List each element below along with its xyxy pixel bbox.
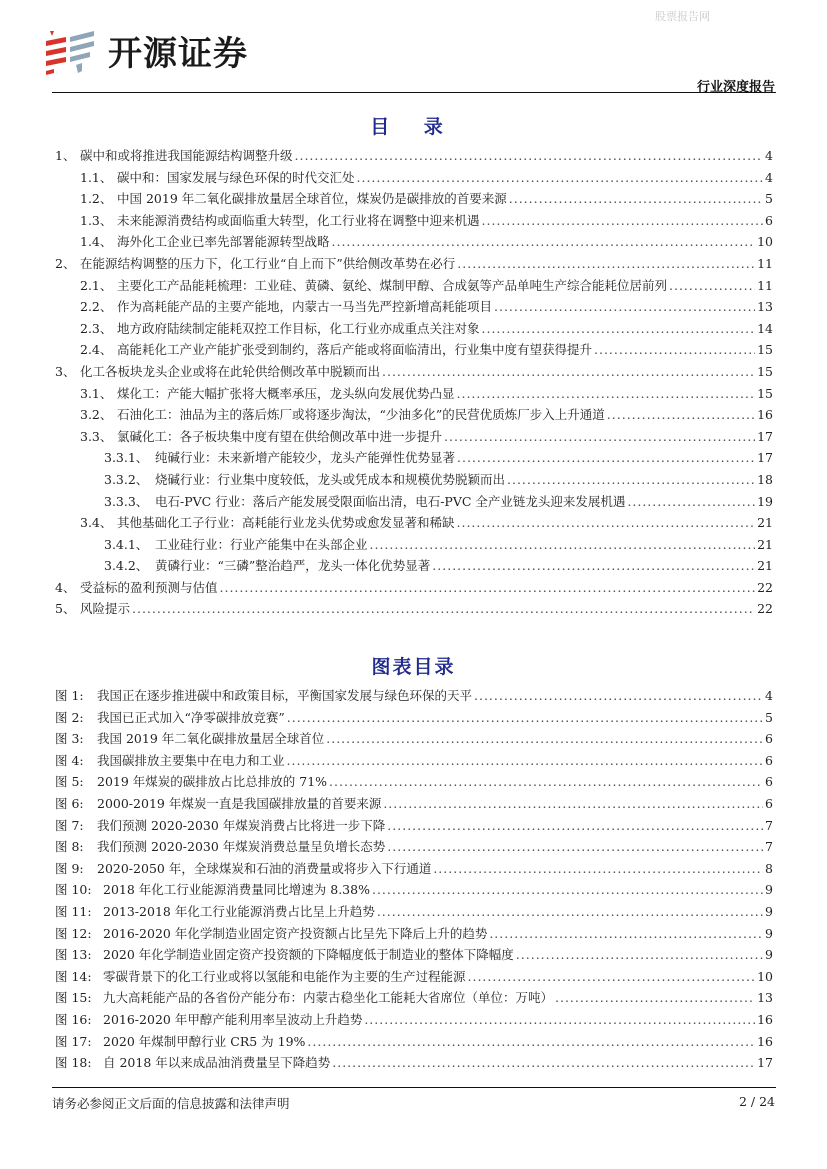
dot-leader [287,753,764,768]
entry-title: 零碳背景下的化工行业或将以氢能和电能作为主要的生产过程能源 [103,968,466,984]
toc-entry[interactable] [55,211,773,233]
entry-number: 3.4.1、 [104,536,149,552]
footer-disclaimer: 请务必参阅正文后面的信息披露和法律声明 [52,1096,290,1111]
toc-entry[interactable] [55,297,773,319]
figure-entry[interactable] [55,729,773,751]
entry-number: 3.4、 [80,515,113,531]
entry-title: 2013-2018 年化工行业能源消费占比呈上升趋势 [103,903,375,919]
entry-page: 22 [757,579,773,595]
toc-entry[interactable] [55,319,773,341]
entry-title: 碳中和或将推进我国能源结构调整升级 [80,148,293,163]
entry-title: 在能源结构调整的压力下，化工行业“自上而下”供给侧改革势在必行 [80,255,456,271]
entry-title: 地方政府陆续制定能耗双控工作目标，化工行业亦成重点关注对象 [117,320,480,336]
entry-title: 石油化工：油品为主的落后炼厂或将逐步淘汰，“少油多化”的民营优质炼厂步入上升通道 [117,407,605,423]
dot-leader [594,342,755,357]
entry-title: 中国 2019 年二氧化碳排放量居全球首位，煤炭仍是碳排放的首要来源 [117,191,507,207]
entry-title: 风险提示 [80,601,131,617]
entry-title: 2020-2050 年，全球煤炭和石油的消费量或将步入下行通道 [97,860,432,876]
toc-entry[interactable] [55,448,773,470]
entry-page: 16 [757,407,773,423]
header-divider [52,92,776,93]
entry-number: 3、 [55,363,76,379]
entry-title: 2000-2019 年煤炭一直是我国碳排放量的首要来源 [97,795,382,811]
toc-entry[interactable] [55,599,773,621]
dot-leader [372,882,763,897]
entry-page: 9 [765,947,773,963]
dot-leader [433,861,763,876]
entry-page: 16 [757,1033,773,1049]
entry-number: 1.3、 [80,212,113,228]
entry-page: 11 [757,277,773,293]
entry-number: 1.2、 [80,191,113,207]
entry-page: 15 [757,342,773,358]
footer-divider [52,1087,776,1088]
entry-title: 其他基础化工子行业：高耗能行业龙头优势或愈发显著和稀缺 [117,515,455,531]
toc-entry[interactable] [55,427,773,449]
toc-entry[interactable] [55,146,773,168]
page-number: 2 / 24 [738,1094,775,1109]
dot-leader [132,601,755,616]
entry-number: 3.3、 [80,428,113,444]
entry-number: 3.1、 [80,385,113,401]
entry-number: 3.3.2、 [104,471,149,487]
toc-entry[interactable] [55,384,773,406]
dot-leader [474,688,763,703]
entry-page: 19 [757,493,773,509]
entry-title: 2020 年化学制造业固定资产投资额的下降幅度低于制造业的整体下降幅度 [103,947,514,963]
toc-list [55,146,773,621]
entry-number: 图 15: [55,990,92,1006]
entry-number: 图 3: [55,731,84,747]
entry-page: 21 [757,558,773,574]
entry-title: 2019 年煤炭的碳排放占比总排放的 71% [97,774,328,790]
entry-page: 4 [765,169,773,185]
entry-number: 3.3.3、 [104,493,149,509]
dot-leader [444,429,755,444]
entry-number: 3.3.1、 [104,450,149,466]
entry-number: 图 8: [55,839,84,855]
entry-page: 9 [765,903,773,919]
toc-entry[interactable] [55,492,773,514]
dot-leader [387,818,763,833]
entry-number: 图 9: [55,860,84,876]
entry-title: 未来能源消费结构或面临重大转型，化工行业将在调整中迎来机遇 [117,212,480,228]
dot-leader [332,234,756,249]
entry-title: 电石-PVC 行业：落后产能发展受限面临出清，电石-PVC 全产业链龙头迎来发展机遇 [155,493,626,509]
figure-entry[interactable] [55,902,773,924]
entry-title: 我国碳排放主要集中在电力和工业 [97,752,285,768]
dot-leader [457,515,756,530]
toc-entry[interactable] [55,556,773,578]
toc-entry[interactable] [55,405,773,427]
entry-number: 图 7: [55,817,84,833]
toc-entry[interactable] [55,189,773,211]
figure-entry[interactable] [55,1053,773,1075]
dot-leader [494,299,755,314]
report-type: 行业深度报告 [696,80,775,95]
dot-leader [383,796,763,811]
entry-title: 黄磷行业：“三磷”整治趋严，龙头一体化优势显著 [155,558,431,574]
entry-number: 2.2、 [80,299,113,315]
entry-title: 我们预测 2020-2030 年煤炭消费占比将进一步下降 [97,817,386,833]
figure-entry[interactable] [55,794,773,816]
entry-page: 5 [765,709,773,725]
entry-title: 工业硅行业：行业产能集中在头部企业 [155,536,368,552]
entry-page: 17 [757,428,773,444]
entry-number: 图 18: [55,1055,92,1071]
entry-title: 九大高耗能产品的各省份产能分布：内蒙古稳坐化工能耗大省席位（单位：万吨） [103,990,554,1006]
dot-leader [457,386,756,401]
figure-entry[interactable] [55,708,773,730]
dot-leader [509,191,763,206]
figure-entry[interactable] [55,686,773,708]
entry-number: 5、 [55,601,76,617]
dot-leader [307,1034,755,1049]
entry-title: 我国已正式加入“净零碳排放竞赛” [97,709,285,725]
entry-number: 图 5: [55,774,84,790]
dot-leader [377,904,763,919]
entry-number: 1、 [55,148,76,163]
entry-title: 受益标的盈利预测与估值 [80,579,218,595]
entry-page: 7 [765,817,773,833]
entry-number: 图 12: [55,925,92,941]
figure-list [55,686,773,1075]
entry-title: 我国正在逐步推进碳中和政策目标，平衡国家发展与绿色环保的天平 [97,688,473,703]
toc-entry[interactable] [55,362,773,384]
toc-entry[interactable] [55,254,773,276]
figure-entry[interactable] [55,945,773,967]
dot-leader [516,947,763,962]
entry-number: 图 1: [55,688,84,703]
figure-entry[interactable] [55,859,773,881]
entry-page: 17 [757,450,773,466]
figure-entry[interactable] [55,772,773,794]
toc-entry[interactable] [55,513,773,535]
toc-entry[interactable] [55,578,773,600]
entry-title: 2016-2020 年化学制造业固定资产投资额占比呈先下降后上升的趋势 [103,925,488,941]
toc-entry[interactable] [55,340,773,362]
entry-title: 氯碱化工：各子板块集中度有望在供给侧改革中进一步提升 [117,428,443,444]
entry-number: 图 13: [55,947,92,963]
figure-entry[interactable] [55,1010,773,1032]
entry-title: 海外化工企业已率先部署能源转型战略 [117,234,330,250]
entry-page: 21 [757,536,773,552]
brand-name: 开源证券 [108,34,248,74]
entry-number: 图 4: [55,752,84,768]
entry-page: 8 [765,860,773,876]
entry-title: 高能耗化工产业产能扩张受到制约，落后产能或将面临清出，行业集中度有望获得提升 [117,342,593,358]
entry-page: 4 [765,688,773,703]
figure-entry[interactable] [55,816,773,838]
entry-page: 9 [765,925,773,941]
entry-page: 21 [757,515,773,531]
entry-page: 15 [757,385,773,401]
entry-page: 7 [765,839,773,855]
entry-number: 图 2: [55,709,84,725]
entry-title: 主要化工产品能耗梳理：工业硅、黄磷、氨纶、煤制甲醇、合成氨等产品单吨生产综合能耗位居前列 [117,277,668,293]
dot-leader [382,364,755,379]
entry-title: 纯碱行业：未来新增产能较少，龙头产能弹性优势显著 [155,450,456,466]
entry-title: 作为高耗能产品的主要产能地，内蒙古一马当先严控新增高耗能项目 [117,299,493,315]
dot-leader [482,321,756,336]
figure-entry[interactable] [55,880,773,902]
entry-number: 2、 [55,255,76,271]
entry-page: 14 [757,320,773,336]
entry-page: 6 [765,774,773,790]
toc-entry[interactable] [55,535,773,557]
entry-number: 4、 [55,579,76,595]
entry-page: 15 [757,363,773,379]
entry-number: 2.1、 [80,277,113,293]
dot-leader [326,731,763,746]
entry-title: 我们预测 2020-2030 年煤炭消费总量呈负增长态势 [97,839,386,855]
toc-entry[interactable] [55,276,773,298]
entry-page: 22 [757,601,773,617]
entry-page: 13 [757,990,773,1006]
entry-page: 13 [757,299,773,315]
dot-leader [387,839,763,854]
entry-number: 图 10: [55,882,92,898]
figure-entry[interactable] [55,751,773,773]
brand-logo-icon [42,27,100,75]
dot-leader [332,1055,755,1070]
entry-number: 图 16: [55,1011,92,1027]
entry-title: 2016-2020 年甲醇产能利用率呈波动上升趋势 [103,1011,363,1027]
entry-title: 自 2018 年以来成品油消费量呈下降趋势 [103,1055,331,1071]
dot-leader [364,1012,755,1027]
entry-number: 1.4、 [80,234,113,250]
entry-page: 9 [765,882,773,898]
figure-entry[interactable] [55,837,773,859]
dot-leader [627,494,755,509]
dot-leader [489,926,763,941]
dot-leader [555,990,755,1005]
entry-number: 3.4.2、 [104,558,149,574]
entry-page: 16 [757,1011,773,1027]
dot-leader [457,450,755,465]
brand-logo [42,26,248,75]
entry-number: 图 11: [55,903,92,919]
figure-entry[interactable] [55,924,773,946]
entry-number: 图 17: [55,1033,92,1049]
entry-number: 图 6: [55,795,84,811]
entry-title: 我国 2019 年二氧化碳排放量居全球首位 [97,731,325,747]
dot-leader [669,278,755,293]
entry-number: 3.2、 [80,407,113,423]
entry-title: 烧碱行业：行业集中度较低，龙头或凭成本和规模优势脱颖而出 [155,471,506,487]
dot-leader [220,580,756,595]
dot-leader [507,472,755,487]
dot-leader [295,148,764,163]
figure-entry[interactable] [55,967,773,989]
entry-title: 2020 年煤制甲醇行业 CR5 为 19% [103,1033,306,1049]
entry-title: 碳中和：国家发展与绿色环保的时代交汇处 [117,169,355,185]
entry-page: 4 [765,148,773,163]
dot-leader [287,710,763,725]
entry-title: 2018 年化工行业能源消费量同比增速为 8.38% [103,882,370,898]
dot-leader [482,213,764,228]
entry-page: 10 [757,968,773,984]
figure-entry[interactable] [55,1032,773,1054]
entry-number: 2.3、 [80,320,113,336]
watermark: 股票报告网 [655,10,710,23]
entry-page: 6 [765,731,773,747]
entry-page: 11 [757,255,773,271]
dot-leader [329,774,763,789]
entry-page: 6 [765,795,773,811]
toc-entry[interactable] [55,232,773,254]
toc-title: 目 录 [370,116,457,138]
entry-page: 5 [765,191,773,207]
dot-leader [607,407,755,422]
entry-page: 10 [757,234,773,250]
entry-title: 化工各板块龙头企业或将在此轮供给侧改革中脱颖而出 [80,363,381,379]
entry-page: 6 [765,752,773,768]
figure-list-title: 图表目录 [371,656,456,678]
dot-leader [370,537,756,552]
entry-number: 1.1、 [80,169,113,185]
entry-page: 18 [757,471,773,487]
entry-page: 6 [765,212,773,228]
dot-leader [468,969,756,984]
entry-page: 17 [757,1055,773,1071]
dot-leader [432,558,755,573]
entry-number: 图 14: [55,968,92,984]
entry-title: 煤化工：产能大幅扩张将大概率承压，龙头纵向发展优势凸显 [117,385,455,401]
dot-leader [457,256,755,271]
toc-entry[interactable] [55,168,773,190]
entry-number: 2.4、 [80,342,113,358]
dot-leader [357,170,764,185]
figure-entry[interactable] [55,988,773,1010]
toc-entry[interactable] [55,470,773,492]
